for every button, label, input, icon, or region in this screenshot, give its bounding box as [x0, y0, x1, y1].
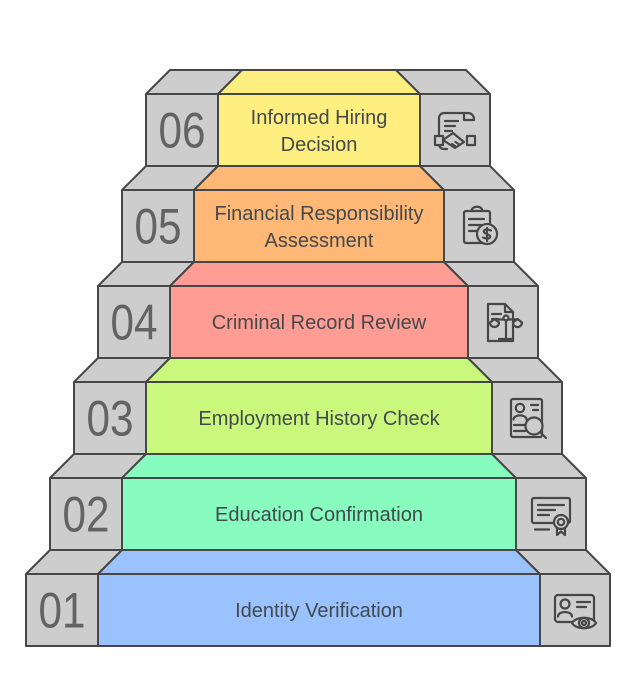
step-02-icon-block — [516, 478, 586, 550]
step-05-label-line1: Financial Responsibility — [214, 203, 424, 225]
step-05-number: 05 — [134, 198, 182, 255]
step-05 — [122, 166, 514, 262]
step-06 — [146, 70, 490, 166]
step-06-label-line2: Decision — [280, 134, 358, 156]
step-02-panel-top — [122, 454, 516, 478]
step-05-label-line2: Assessment — [264, 230, 374, 252]
step-02-label: Education Confirmation — [215, 504, 423, 526]
step-02 — [50, 454, 586, 550]
step-03 — [74, 358, 562, 454]
step-01 — [26, 550, 610, 646]
step-04-number: 04 — [110, 294, 158, 351]
step-03-label: Employment History Check — [198, 408, 440, 430]
step-06-label-line1: Informed Hiring — [250, 107, 388, 129]
step-04 — [98, 262, 538, 358]
step-01-icon-block — [540, 574, 610, 646]
step-06-icon-block — [420, 94, 490, 166]
step-03-panel-top — [146, 358, 492, 382]
step-01-panel-top — [98, 550, 540, 574]
step-06-panel-top — [218, 70, 420, 94]
step-03-number: 03 — [86, 390, 134, 447]
step-02-number: 02 — [62, 486, 110, 543]
step-05-panel-top — [194, 166, 444, 190]
step-01-label: Identity Verification — [235, 600, 403, 622]
step-06-number: 06 — [158, 102, 206, 159]
step-04-panel-top — [170, 262, 468, 286]
step-04-label: Criminal Record Review — [211, 312, 427, 334]
step-04-icon-block — [468, 286, 538, 358]
step-01-number: 01 — [38, 582, 86, 639]
